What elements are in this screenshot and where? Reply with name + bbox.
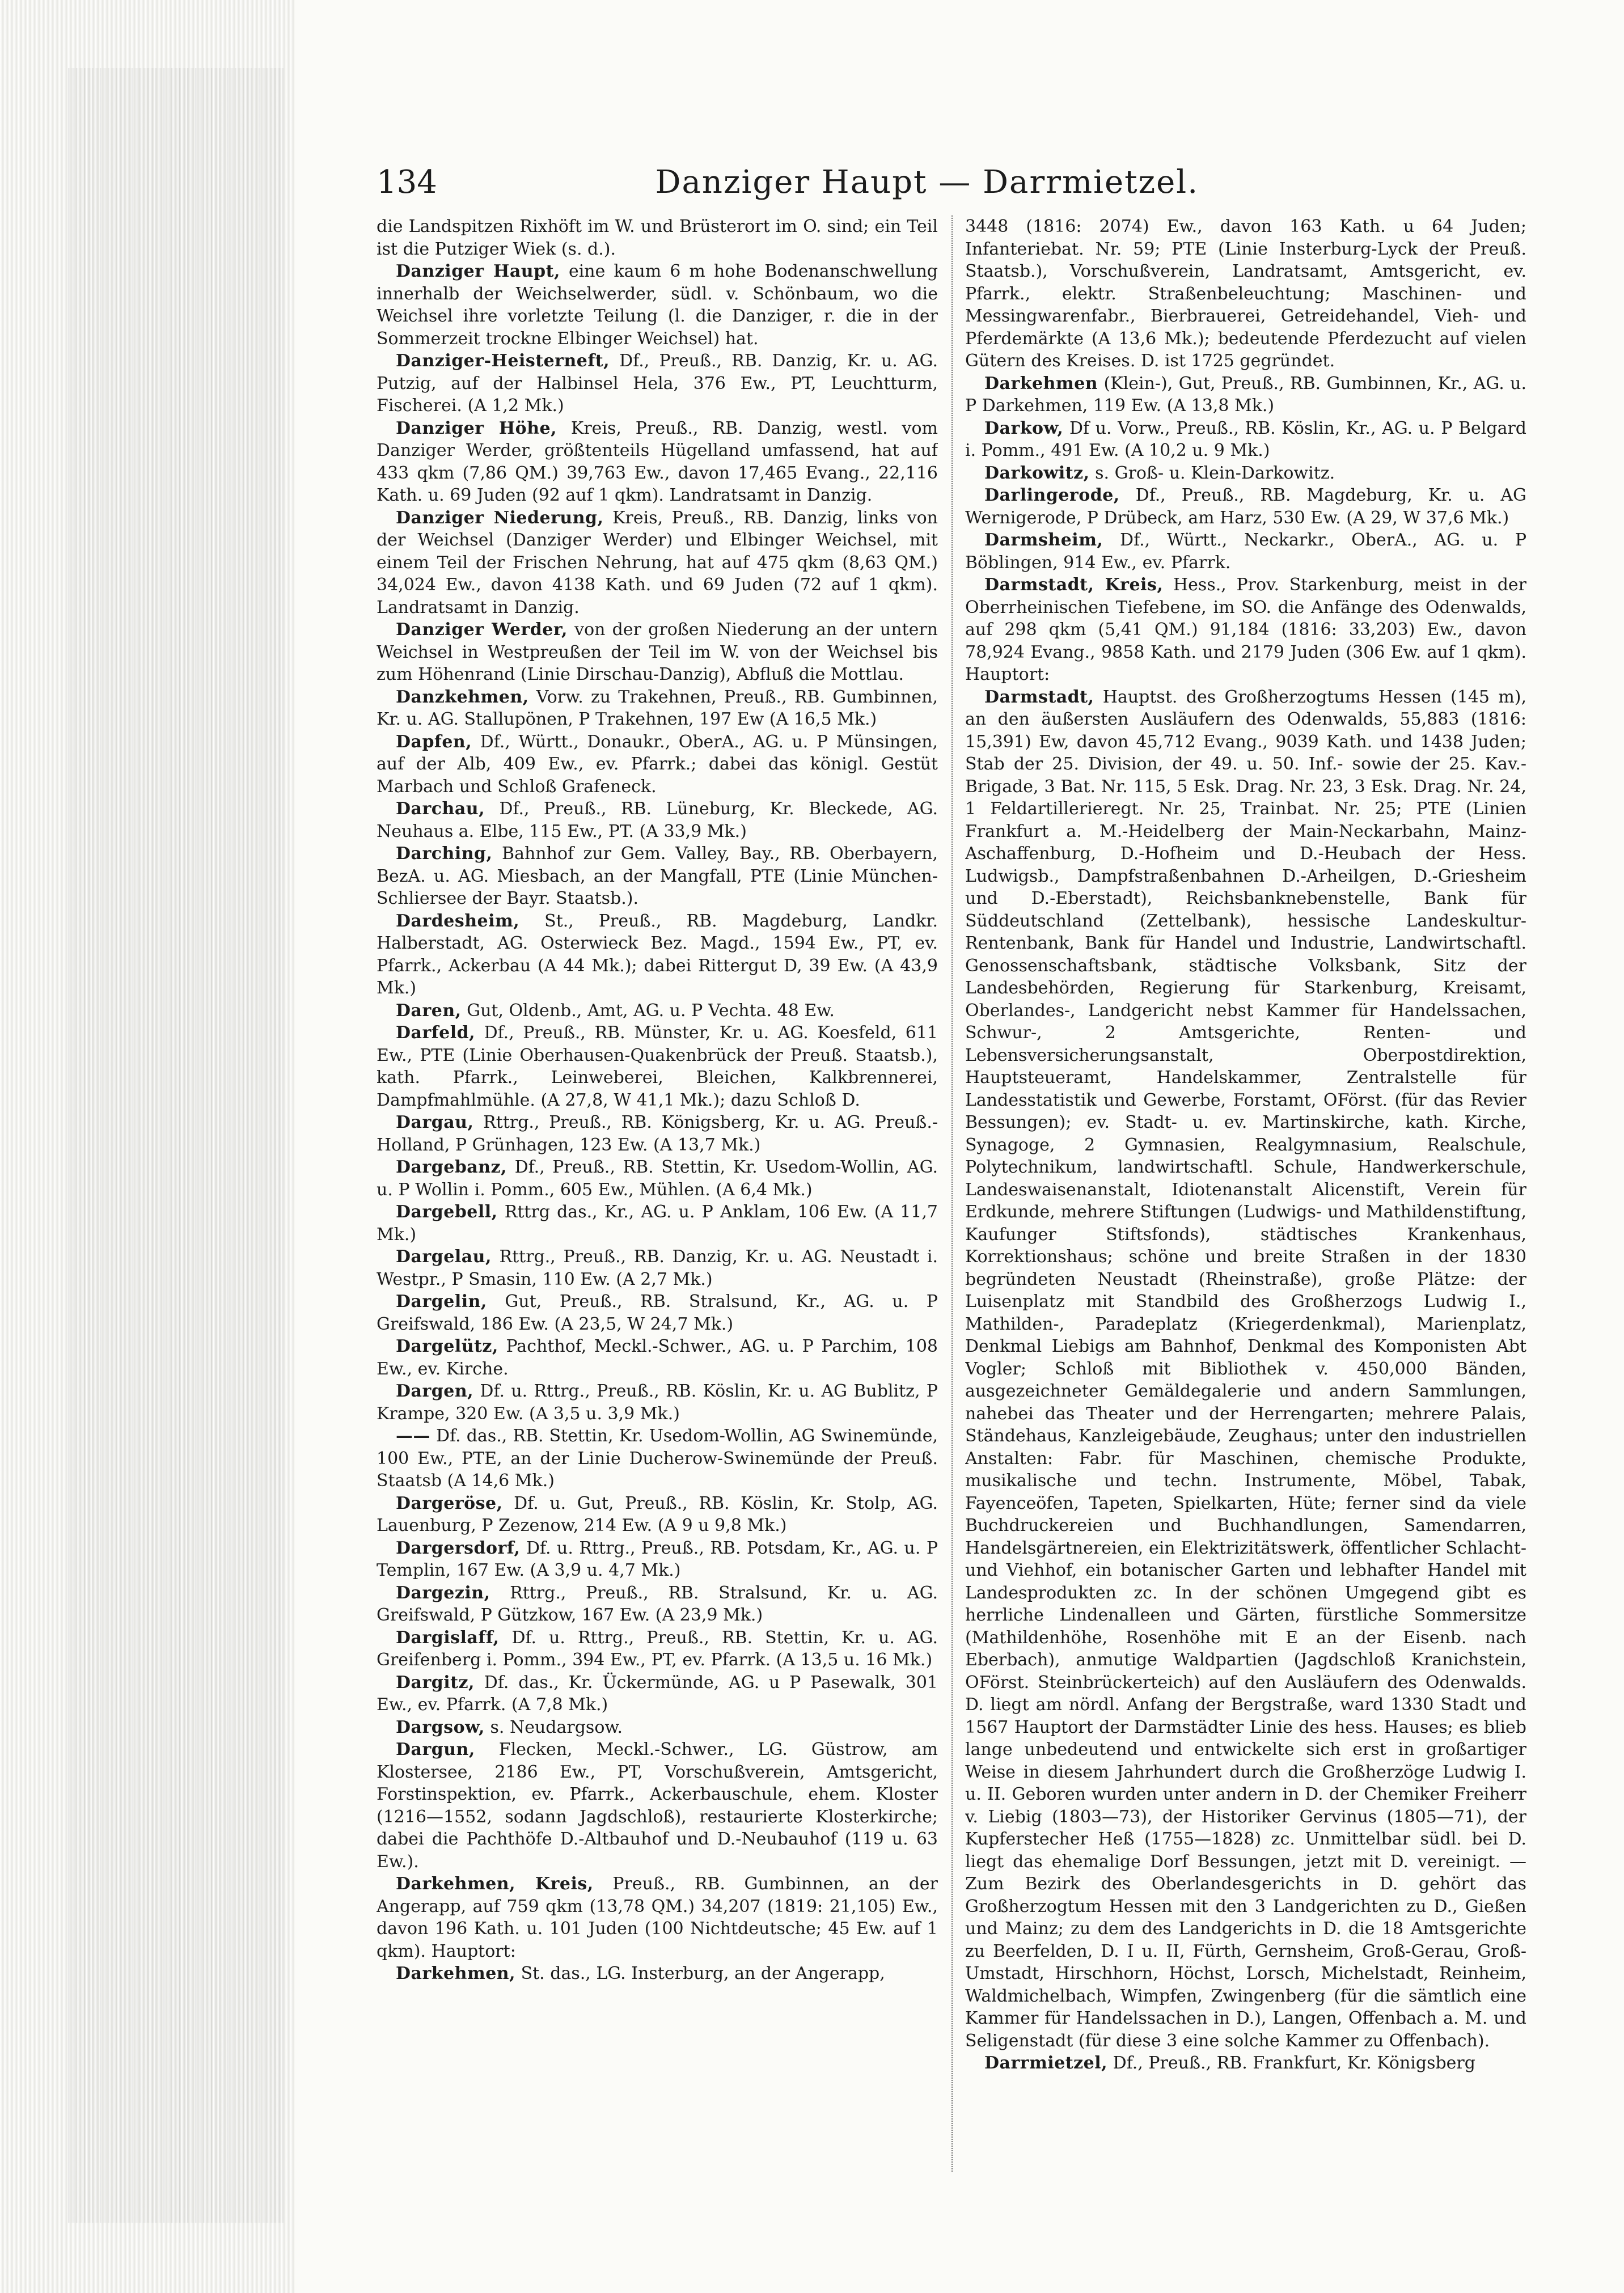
entry-headword: Dargun, — [396, 1740, 475, 1759]
entry-headword: Danziger-Heisterneft, — [396, 351, 610, 371]
entry-text: St., Preuß., RB. Magdeburg, Landkr. Halberstadt, AG. Osterwieck Bez. Magd., 1594 Ew., PT, ev. Pfarrk., Ackerbau (A 44 Mk.); dabei Rittergut D, 39 Ew. (A 43,9 Mk.) — [377, 911, 938, 998]
entry-headword: Danziger Haupt, — [396, 261, 560, 281]
entry-headword: Darkehmen, — [396, 1964, 516, 1983]
dictionary-entry — [377, 1873, 938, 1962]
entry-headword: Darmstadt, Kreis, — [984, 575, 1164, 595]
entry-text: s. Groß- u. Klein-Darkowitz. — [1089, 463, 1335, 483]
entry-text: (Klein-), Gut, Preuß., RB. Gumbinnen, Kr., AG. u. P Darkehmen, 119 Ew. (A 13,8 Mk.) — [965, 373, 1526, 416]
dictionary-entry — [377, 1156, 938, 1201]
dictionary-entry — [377, 1000, 938, 1022]
entry-headword: Darkowitz, — [984, 463, 1090, 483]
dictionary-entry — [377, 1022, 938, 1111]
entry-text: Df., Württ., Neckarkr., OberA., AG. u. P Böblingen, 914 Ew., ev. Pfarrk. — [965, 530, 1526, 573]
entry-text: Df. u. Rttrg., Preuß., RB. Köslin, Kr. u. AG Bublitz, P Krampe, 320 Ew. (A 3,5 u. 3,9 Mk.) — [377, 1381, 938, 1424]
dictionary-entry — [377, 731, 938, 798]
entry-headword: Dapfen, — [396, 731, 472, 752]
entry-headword: Dargezin, — [396, 1583, 490, 1603]
dictionary-entry — [377, 1291, 938, 1335]
entry-headword: Dardesheim, — [396, 911, 520, 931]
dictionary-entry — [377, 417, 938, 507]
entry-text: Vorw. zu Trakehnen, Preuß., RB. Gumbinnen, Kr. u. AG. Stallupönen, P Trakehnen, 197 Ew (A 16,5 Mk.) — [377, 687, 938, 729]
entry-text: eine kaum 6 m hohe Bodenanschwellung innerhalb der Weichselwerder, südl. v. Schönbaum, wo die Weichsel ihre vorletzte Teilung (l. die Danziger, r. die in der Sommerzeit trockne Elbinger Weichsel) hat. — [377, 261, 938, 349]
dictionary-entry — [965, 215, 1526, 373]
dictionary-entry — [377, 1201, 938, 1246]
entry-text: Rttrg., Preuß., RB. Danzig, Kr. u. AG. Neustadt i. Westpr., P Smasin, 110 Ew. (A 2,7 Mk.) — [377, 1247, 938, 1289]
entry-headword: Darlingerode, — [984, 485, 1120, 505]
dictionary-entry — [377, 1716, 938, 1739]
dictionary-entry — [377, 1492, 938, 1537]
dictionary-entry — [377, 843, 938, 910]
dictionary-entry — [965, 574, 1526, 686]
dictionary-entry — [377, 1962, 938, 1985]
entry-text: Rttrg., Preuß., RB. Stralsund, Kr. u. AG. Greifswald, P Gützkow, 167 Ew. (A 23,9 Mk.) — [377, 1583, 938, 1625]
entry-text: Kreis, Preuß., RB. Danzig, links von der Weichsel (Danziger Werder) und Elbinger Weichsel, mit einem Teil der Frischen Nehrung, hat auf 475 qkm (8,63 QM.) 34,024 Ew., davon 4138 Kath. und 69 Juden (72 auf 1 qkm). Landratsamt in Danzig. — [377, 507, 938, 617]
entry-text: Rttrg., Preuß., RB. Königsberg, Kr. u. AG. Preuß.-Holland, P Grünhagen, 123 Ew. (A 13,7 Mk.) — [377, 1112, 938, 1155]
entry-headword: Darmstadt, — [984, 687, 1094, 707]
entry-text: Df., Preuß., RB. Münster, Kr. u. AG. Koesfeld, 611 Ew., PTE (Linie Oberhausen-Quakenbrück der Preuß. Staatsb.), kath. Pfarrk., Leinweberei, Bleichen, Kalkbrennerei, Dampfmahlmühle. (A 27,8, W 41,1 Mk.); dazu Schloß D. — [377, 1023, 938, 1110]
entry-text: Hess., Prov. Starkenburg, meist in der Oberrheinischen Tiefebene, im SO. die Anfänge des Odenwalds, auf 298 qkm (5,41 QM.) 91,184 (1816: 33,203) Ew., davon 78,924 Evang., 9858 Kath. und 2179 Juden (306 Ew. auf 1 qkm). Hauptort: — [965, 575, 1526, 684]
entry-headword: Dargen, — [396, 1381, 474, 1401]
entry-text: Df. das., Kr. Ückermünde, AG. u P Pasewalk, 301 Ew., ev. Pfarrk. (A 7,8 Mk.) — [377, 1672, 938, 1715]
entry-headword: Dargsow, — [396, 1717, 485, 1737]
column-divider — [951, 215, 953, 2172]
entry-headword: Darkehmen — [984, 373, 1098, 394]
entry-text: Df., Preuß., RB. Stettin, Kr. Usedom-Wollin, AG. u. P Wollin i. Pomm., 605 Ew., Mühlen. (A 6,4 Mk.) — [377, 1157, 938, 1200]
entry-text: Df., Preuß., RB. Lüneburg, Kr. Bleckede, AG. Neuhaus a. Elbe, 115 Ew., PT. (A 33,9 Mk.) — [377, 799, 938, 841]
entry-headword: Dargelau, — [396, 1247, 492, 1267]
entry-text: Bahnhof zur Gem. Valley, Bay., RB. Oberbayern, BezA. u. AG. Miesbach, an der Mangfall, PTE (Linie München-Schliersee der Bayr. Staatsb.). — [377, 844, 938, 908]
dictionary-entry — [377, 1537, 938, 1582]
entry-headword: Dargitz, — [396, 1672, 475, 1693]
entry-headword: Darkehmen, Kreis, — [396, 1874, 594, 1894]
entry-text: Df. u. Rttrg., Preuß., RB. Potsdam, Kr., AG. u. P Templin, 167 Ew. (A 3,9 u. 4,7 Mk.) — [377, 1538, 938, 1580]
entry-headword: Darkow, — [984, 418, 1064, 438]
dictionary-entry — [377, 1111, 938, 1156]
entry-headword: Dargelütz, — [396, 1336, 498, 1356]
dictionary-entry — [965, 373, 1526, 417]
book-binding-edge — [0, 0, 295, 2293]
dictionary-entry — [965, 417, 1526, 462]
dictionary-entry — [377, 215, 938, 260]
dictionary-entry — [965, 529, 1526, 574]
dictionary-entry — [377, 619, 938, 686]
right-column — [965, 215, 1526, 2189]
entry-text: Df. das., RB. Stettin, Kr. Usedom-Wollin, AG Swinemünde, 100 Ew., PTE, an der Linie Ducherow-Swinemünde der Preuß. Staatsb (A 14,6 Mk.) — [377, 1426, 938, 1491]
entry-headword: Darrmietzel, — [984, 2053, 1108, 2073]
entry-headword: Darmsheim, — [984, 530, 1103, 550]
entry-headword: Dargebanz, — [396, 1157, 508, 1177]
entry-text: von der großen Niederung an der untern Weichsel in Westpreußen der Teil im W. von der Weichsel bis zum Höhenrand (Linie Dirschau-Danzig), Abfluß die Mottlau. — [377, 620, 938, 684]
entry-text: Preuß., RB. Gumbinnen, an der Angerapp, auf 759 qkm (13,78 QM.) 34,207 (1819: 21,105) Ew., davon 196 Kath. u. 101 Juden (100 Nichtdeutsche; 45 Ew. auf 1 qkm). Hauptort: — [377, 1874, 938, 1961]
entry-headword: Dargelin, — [396, 1292, 487, 1312]
dictionary-entry — [377, 1672, 938, 1716]
entry-headword: Danziger Höhe, — [396, 418, 557, 438]
entry-headword: Darfeld, — [396, 1023, 476, 1043]
dictionary-entry — [965, 484, 1526, 529]
entry-text: Df. u. Gut, Preuß., RB. Köslin, Kr. Stolp, AG. Lauenburg, P Zezenow, 214 Ew. (A 9 u 9,8 Mk.) — [377, 1493, 938, 1535]
dictionary-entry — [377, 260, 938, 350]
left-column — [377, 215, 938, 2189]
entry-headword: Danziger Niederung, — [396, 507, 604, 528]
entry-text: Df., Preuß., RB. Frankfurt, Kr. Königsberg — [1107, 2053, 1475, 2073]
entry-headword: Darchau, — [396, 799, 485, 819]
dictionary-entry — [965, 2052, 1526, 2075]
page-header — [377, 160, 1199, 211]
entry-headword: Danzkehmen, — [396, 687, 529, 707]
entry-headword: Daren, — [396, 1000, 462, 1021]
entry-text: s. Neudargsow. — [484, 1717, 623, 1737]
page-number: 134 — [377, 164, 437, 201]
dictionary-entry — [377, 1246, 938, 1291]
dictionary-entry — [377, 507, 938, 619]
entry-text: Pachthof, Meckl.-Schwer., AG. u. P Parchim, 108 Ew., ev. Kirche. — [377, 1336, 938, 1379]
entry-headword: Dargislaff, — [396, 1627, 500, 1648]
dictionary-entry — [377, 686, 938, 731]
dictionary-entry — [377, 1380, 938, 1425]
entry-text: Df., Preuß., RB. Magdeburg, Kr. u. AG Wernigerode, P Drübeck, am Harz, 530 Ew. (A 29, W 37,6 Mk.) — [965, 485, 1526, 528]
dictionary-entry — [965, 686, 1526, 2053]
entry-headword: Dargebell, — [396, 1202, 498, 1222]
entry-headword: —— — [396, 1426, 430, 1446]
entry-text: Rttrg das., Kr., AG. u. P Anklam, 106 Ew. (A 11,7 Mk.) — [377, 1202, 938, 1245]
entry-text: Df u. Vorw., Preuß., RB. Köslin, Kr., AG. u. P Belgard i. Pomm., 491 Ew. (A 10,2 u. 9 Mk.) — [965, 418, 1526, 460]
entry-text: Hauptst. des Großherzogtums Hessen (145 m), an den äußersten Ausläufern des Odenwalds, 55,883 (1816: 15,391) Ew, davon 45,712 Evang., 9039 Kath. und 1438 Juden; Stab der 25. Division, der 49. u. 50. Inf.- sowie der 25. Kav.-Brigade, 3 Bat. Nr. 115, 5 Esk. Drag. Nr. 23, 3 Esk. Drag. Nr. 24, 1 Feldartillerieregt. Nr. 25, Trainbat. Nr. 25; PTE (Linien Frankfurt a. M.-Heidelberg der Main-Neckarbahn, Mainz-Aschaffenburg, D.-Hofheim und D.-Heubach der Hess. Ludwigsb., Dampfstraßenbahnen D.-Arheilgen, D.-Griesheim und D.-Eberstadt), Reichsbanknebenstelle, Bank für Süddeutschland (Zettelbank), hessische Landeskultur-Rentenbank, Bank für Handel und Industrie, Landwirtschaftl. Genossenschaftsbank, städtische Volksbank, Sitz der Landesbehörden, Regierung für Starkenburg, Kreisamt, Oberlandes-, Landgericht nebst Kammer für Handelssachen, Schwur-, 2 Amtsgerichte, Renten- und Lebensversicherungsanstalt, Oberpostdirektion, Hauptsteueramt, Handelskammer, Zentralstelle für Landesstatistik und Gewerbe, Forstamt, OFörst. (für das Revier Bessungen); ev. Stadt- u. ev. Martinskirche, kath. Kirche, Synagoge, 2 Gymnasien, Realgymnasium, Realschule, Polytechnikum, landwirtschaftl. Schule, Handwerkerschule, Landeswaisenanstalt, Idiotenanstalt Alicenstift, Verein für Erdkunde, mehrere Stiftungen (Ludwigs- und Mathildenstiftung, Kaufunger Stiftsfonds), städtisches Krankenhaus, Korrektionshaus; schöne und breite Straßen in der 1830 begründeten Neustadt (Rheinstraße), große Plätze: der Luisenplatz mit Standbild des Großherzogs Ludwig I., Mathilden-, Paradeplatz (Kriegerdenkmal), Marienplatz, Denkmal Liebigs am Bahnhof, Denkmal des Komponisten Abt Vogler; Schloß mit Bibliothek v. 450,000 Bänden, ausgezeichneter Gemäldegalerie und andern Sammlungen, nahebei das Theater und der Herrengarten; mehrere Palais, Ständehaus, Kanzleigebäude, Zeughaus; unter den industriellen Anstalten: Fabr. für Maschinen, chemische Produkte, musikalische und techn. Instrumente, Möbel, Tabak, Fayenceöfen, Tapeten, Spielkarten, Hüte; ferner sind da viele Buchdruckereien und Buchhandlungen, Samendarren, Handelsgärtnereien, ein Elektrizitätswerk, öffentlicher Schlacht- und Viehhof, ein botanischer Garten und lebhafter Handel mit Landesprodukten zc. In der schönen Umgegend gibt es herrliche Lindenalleen und Gärten, fürstliche Sommersitze (Mathildenhöhe, Rosenhöhe mit E an der Eisenb. nach Eberbach), anmutige Waldpartien (Jagdschloß Kranichstein, OFörst. Steinbrückerteich) auf den Ausläufern des Odenwalds. D. liegt am nördl. Anfang der Bergstraße, ward 1330 Stadt und 1567 Hauptort der Darmstädter Linie des hess. Hauses; es blieb lange unbedeutend und entwickelte sich erst in großartiger Weise in diesem Jahrhundert durch die Großherzöge Ludwig I. u. II. Geboren wurden unter andern in D. der Chemiker Freiherr v. Liebig (1803—73), der Historiker Gervinus (1805—71), der Kupferstecher Heß (1755—1828) zc. Unmittelbar südl. bei D. liegt das ehemalige Dorf Bessungen, jetzt mit D. vereinigt. — Zum Bezirk des Oberlandesgerichts in D. gehört das Großherzogtum Hessen mit den 3 Landgerichten zu D., Gießen und Mainz; zu dem des Landgerichts in D. die 18 Amtsgerichte zu Beerfelden, D. I u. II, Fürth, Gernsheim, Groß-Gerau, Groß-Umstadt, Hirschhorn, Höchst, Lorsch, Michelstadt, Reinheim, Waldmichelbach, Wimpfen, Zwingenberg (für die sämtlich eine Kammer für Handelssachen in D.), Langen, Offenbach a. M. und Seligenstadt (für diese 3 eine solche Kammer zu Offenbach). — [965, 687, 1526, 2051]
entry-headword: Dargau, — [396, 1112, 474, 1132]
entry-text: Gut, Preuß., RB. Stralsund, Kr., AG. u. P Greifswald, 186 Ew. (A 23,5, W 24,7 Mk.) — [377, 1292, 938, 1334]
dictionary-entry — [377, 1582, 938, 1627]
entry-headword: Dargersdorf, — [396, 1538, 521, 1558]
running-head: Danziger Haupt — Darrmietzel. — [655, 164, 1199, 201]
entry-text: Df., Preuß., RB. Danzig, Kr. u. AG. Putzig, auf der Halbinsel Hela, 376 Ew., PT, Leuchtturm, Fischerei. (A 1,2 Mk.) — [377, 351, 938, 416]
entry-text: Flecken, Meckl.-Schwer., LG. Güstrow, am Klostersee, 2186 Ew., PT, Vorschußverein, Amtsgericht, Forstinspektion, ev. Pfarrk., Ackerbauschule, ehem. Kloster (1216—1552, sodann Jagdschloß), restaurierte Klosterkirche; dabei die Pachthöfe D.-Altbauhof und D.-Neubauhof (119 u. 63 Ew.). — [377, 1740, 938, 1872]
entry-text: die Landspitzen Rixhöft im W. und Brüsterort im O. sind; ein Teil ist die Putziger Wiek (s. d.). — [377, 217, 938, 259]
dictionary-entry — [377, 1425, 938, 1492]
dictionary-entry — [377, 1335, 938, 1380]
entry-text: Df. u. Rttrg., Preuß., RB. Stettin, Kr. u. AG. Greifenberg i. Pomm., 394 Ew., PT, ev. Pfarrk. (A 13,5 u. 16 Mk.) — [377, 1627, 938, 1670]
entry-text: Kreis, Preuß., RB. Danzig, westl. vom Danziger Werder, größtenteils Hügelland umfassend, hat auf 433 qkm (7,86 QM.) 39,763 Ew., davon 17,465 Evang., 22,116 Kath. u. 69 Juden (92 auf 1 qkm). Landratsamt in Danzig. — [377, 418, 938, 505]
entry-text: Gut, Oldenb., Amt, AG. u. P Vechta. 48 Ew. — [461, 1000, 835, 1021]
entry-text: 3448 (1816: 2074) Ew., davon 163 Kath. u 64 Juden; Infanteriebat. Nr. 59; PTE (Linie Insterburg-Lyck der Preuß. Staatsb.), Vorschußverein, Landratsamt, Amtsgericht, ev. Pfarrk., elektr. Straßenbeleuchtung; Maschinen- und Messingwarenfabr., Bierbrauerei, Getreidehandel, Vieh- und Pferdemärkte (A 13,6 Mk.); bedeutende Pferdezucht auf vielen Gütern des Kreises. D. ist 1725 gegründet. — [965, 217, 1526, 371]
binding-shadow — [68, 68, 284, 2223]
dictionary-entry — [377, 350, 938, 417]
dictionary-entry — [377, 910, 938, 1000]
dictionary-entry — [377, 1738, 938, 1873]
dictionary-entry — [965, 462, 1526, 485]
entry-text: St. das., LG. Insterburg, an der Angerapp, — [515, 1964, 885, 1983]
dictionary-entry — [377, 1627, 938, 1672]
entry-headword: Danziger Werder, — [396, 620, 568, 640]
dictionary-entry — [377, 798, 938, 843]
entry-headword: Darching, — [396, 844, 493, 864]
entry-text: Df., Württ., Donaukr., OberA., AG. u. P Münsingen, auf der Alb, 409 Ew., ev. Pfarrk.; dabei das königl. Gestüt Marbach und Schloß Grafeneck. — [377, 731, 938, 797]
entry-headword: Dargeröse, — [396, 1493, 503, 1513]
